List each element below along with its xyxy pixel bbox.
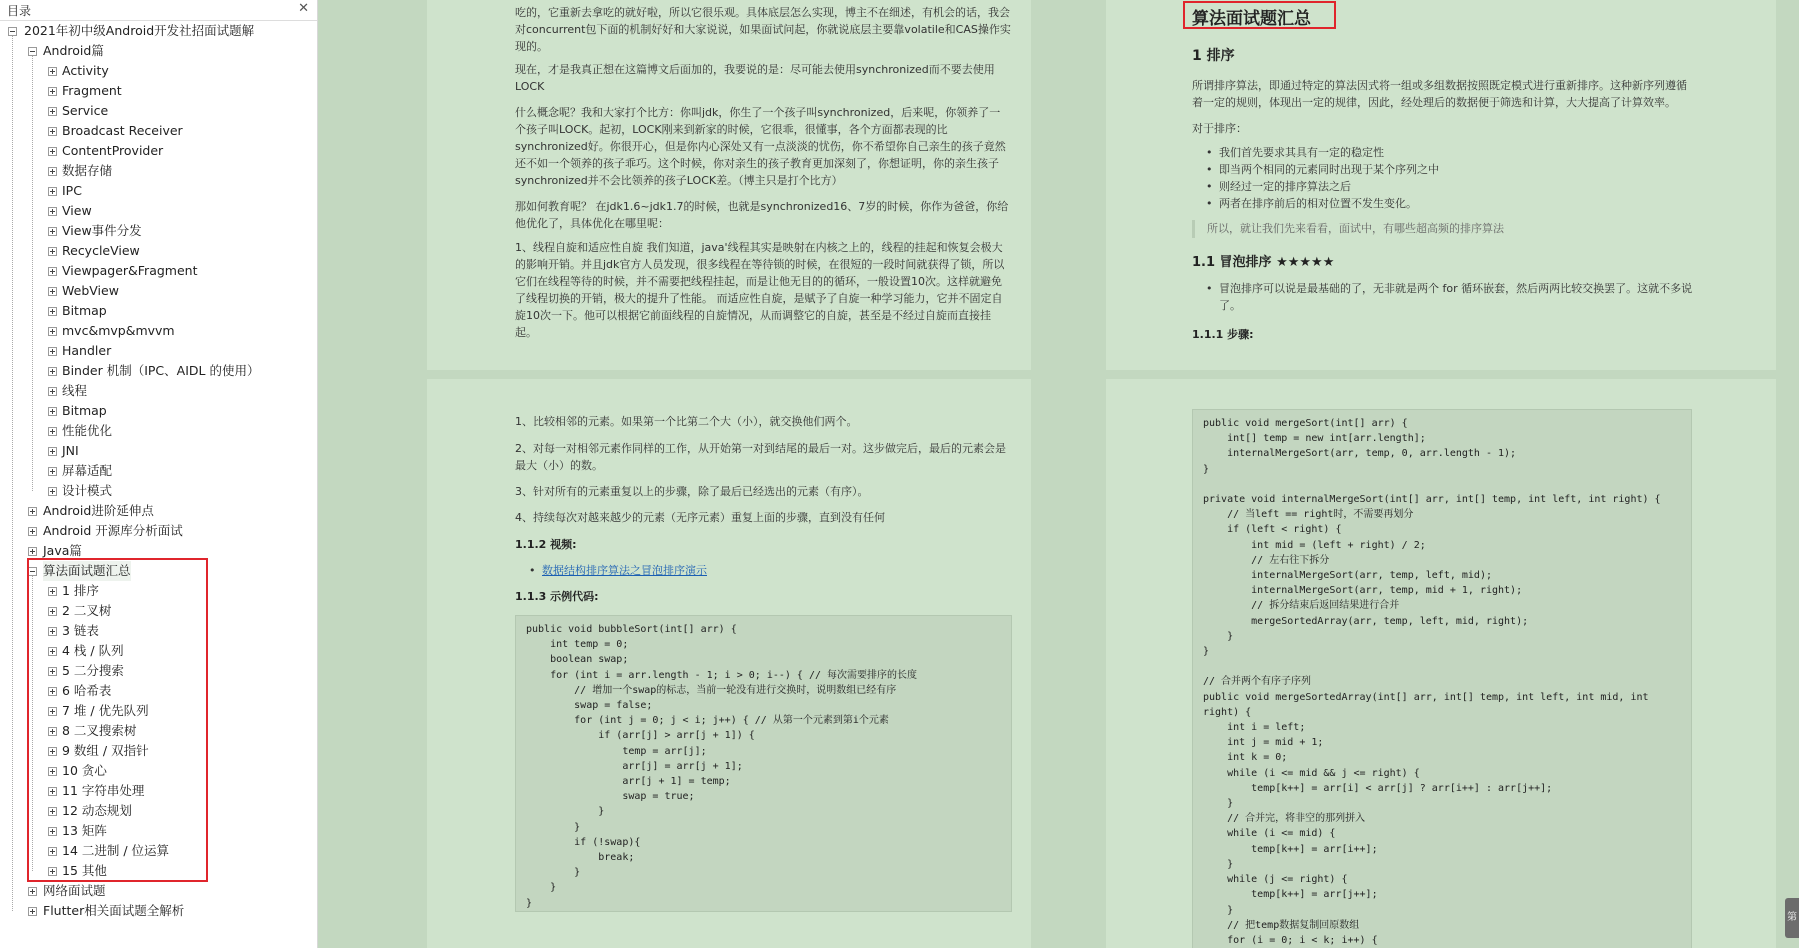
toc-title: 目录 [7, 4, 32, 18]
toc-item-label: 6 哈希表 [62, 683, 112, 698]
expand-icon[interactable] [48, 367, 57, 376]
toc-item[interactable] [0, 261, 316, 281]
expand-icon[interactable] [48, 327, 57, 336]
expand-icon[interactable] [48, 187, 57, 196]
title-highlight-box [1183, 1, 1336, 29]
paragraph: 对于排序： [1192, 122, 1247, 135]
tree-connector [12, 36, 13, 911]
toc-item[interactable] [0, 101, 316, 121]
page-2 [1106, 0, 1776, 370]
toc-item-label: Android 开源库分析面试 [43, 523, 183, 538]
toc-item[interactable] [0, 501, 316, 521]
toc-item-label: Android进阶延伸点 [43, 503, 154, 518]
toc-item[interactable] [0, 881, 316, 901]
toc-item[interactable] [0, 361, 316, 381]
toc-item[interactable] [0, 81, 316, 101]
paragraph: 吃的，它重新去拿吃的就好啦，所以它很乐观。具体底层怎么实现，博主不在细述，有机会的话，我会对concurrent包下面的机制好好和大家说说，如果面试问起，你就说底层主要靠volatile和CAS操作实现的。 [515, 6, 1011, 53]
list-item: • 冒泡排序可以说是最基础的了，无非就是两个 for 循环嵌套，然后两两比较交换罢了。这就不多说了。 [1219, 280, 1699, 314]
toc-item-label: mvc&mvp&mvvm [62, 323, 175, 338]
page-4 [1106, 379, 1776, 948]
sub-heading: 1.1.2 视频: [515, 538, 577, 551]
close-icon[interactable]: ✕ [298, 1, 309, 16]
toc-item-label: View [62, 203, 92, 218]
expand-icon[interactable] [28, 507, 37, 516]
page-title: 算法面试题汇总 [1192, 9, 1311, 29]
toc-item-label: 3 链表 [62, 623, 99, 638]
expand-icon[interactable] [48, 387, 57, 396]
paragraph: 什么概念呢？我和大家打个比方：你叫jdk，你生了一个孩子叫synchronized，后来呢，你领养了一个孩子叫LOCK。起初，LOCK刚来到新家的时候，它很乖，很懂事，各个方面都表现的比synchronized好。你很开心，但是你内心深处又有一点淡淡的忧伤，你不希望你自己亲生的孩子竟然还不如一个领养的孩子乖巧。这个时候，你对亲生的孩子教育更加深刻了，你想证明，你的亲生孩子synchronized并不会比领养的孩子LOCK差。（博主只是打个比方） [515, 106, 1006, 187]
toc-item[interactable] [0, 301, 316, 321]
expand-icon[interactable] [48, 427, 57, 436]
toc-item[interactable] [0, 901, 316, 921]
toc-item-label: 2021年初中级Android开发社招面试题解 [24, 23, 255, 38]
toc-item-label: Flutter相关面试题全解析 [43, 903, 185, 918]
toc-item[interactable] [0, 381, 316, 401]
highlight-box [27, 558, 208, 882]
paragraph: 1、比较相邻的元素。如果第一个比第二个大（小），就交换他们两个。 [515, 415, 858, 428]
list-item [542, 562, 707, 579]
toc-item[interactable] [0, 181, 316, 201]
toc-item-label: 数据存储 [62, 163, 113, 178]
toc-item[interactable] [0, 241, 316, 261]
toc-item-label: 9 数组 / 双指针 [62, 743, 149, 758]
toc-item[interactable] [0, 141, 316, 161]
toc-item-label: Binder 机制（IPC、AIDL 的使用） [62, 363, 260, 378]
toc-header [0, 0, 317, 21]
expand-icon[interactable] [48, 287, 57, 296]
expand-icon[interactable] [48, 107, 57, 116]
toc-item[interactable] [0, 41, 316, 61]
paragraph: 3、针对所有的元素重复以上的步骤，除了最后已经选出的元素（有序）。 [515, 485, 869, 498]
sub-heading: 1.1.3 示例代码: [515, 590, 599, 603]
toc-item-label: 14 二进制 / 位运算 [62, 843, 170, 858]
code-block [515, 615, 1012, 912]
expand-icon[interactable] [48, 447, 57, 456]
toc-item[interactable] [0, 201, 316, 221]
tree-connector [32, 56, 33, 491]
expand-icon[interactable] [48, 487, 57, 496]
paragraph: 2、对每一对相邻元素作同样的工作，从开始第一对到结尾的最后一对。这步做完后，最后的元素会是最大（小）的数。 [515, 442, 1006, 472]
quote-text: 所以，就让我们先来看看，面试中，有哪些超高频的排序算法 [1207, 222, 1504, 235]
toc-item-label: 7 堆 / 优先队列 [62, 703, 149, 718]
collapse-icon[interactable] [28, 47, 37, 56]
expand-icon[interactable] [48, 167, 57, 176]
paragraph: 4、持续每次对越来越少的元素（无序元素）重复上面的步骤，直到没有任何 [515, 511, 885, 524]
toc-item[interactable] [0, 401, 316, 421]
toc-sidebar [0, 0, 318, 948]
toc-item-label: Java篇 [43, 543, 82, 558]
expand-icon[interactable] [28, 547, 37, 556]
toc-item-label: 屏幕适配 [62, 463, 113, 478]
blockquote [1192, 220, 1695, 238]
toc-item-label: Broadcast Receiver [62, 123, 183, 138]
toc-item-label: ContentProvider [62, 143, 164, 158]
page-1 [427, 0, 1031, 370]
toc-item-label: 10 贪心 [62, 763, 107, 778]
expand-icon[interactable] [48, 227, 57, 236]
toc-item-label: 15 其他 [62, 863, 107, 878]
expand-icon[interactable] [48, 127, 57, 136]
toc-item-label: 11 字符串处理 [62, 783, 145, 798]
expand-icon[interactable] [48, 147, 57, 156]
toc-item-label: Viewpager&Fragment [62, 263, 198, 278]
list-item: • 则经过一定的排序算法之后 [1219, 178, 1351, 195]
toc-item[interactable] [0, 161, 316, 181]
toc-item-label: Fragment [62, 83, 122, 98]
expand-icon[interactable] [28, 887, 37, 896]
toc-item-label: 网络面试题 [43, 883, 106, 898]
toc-item-label: 线程 [62, 383, 88, 398]
expand-icon[interactable] [48, 307, 57, 316]
toc-item-label: 13 矩阵 [62, 823, 107, 838]
toc-item[interactable] [0, 441, 316, 461]
video-link[interactable]: 数据结构排序算法之冒泡排序演示 [542, 564, 707, 577]
side-tab[interactable]: 第 [1785, 898, 1799, 938]
code-text: public void mergeSort(int[] arr) { int[] temp = new int[arr.length]; internalMergeSort(arr, temp, 0, arr.length - 1); } private void internalMergeSort(int[] arr, int[] temp, int left, int right) { // 当left == right时，不需要再划分 if (left < right) { int mid = (left + right) / 2; // 左右往下拆分 internalMergeSort(arr, temp, left, mid); internalMergeSort(arr, temp, mid + 1, right); // 拆分结束后返回结果进行合并 mergeSortedArray(arr, temp, left, mid, right); } } // 合并两个有序子序列 public void mergeSortedArray(int[] arr, int[] temp, int left, int mid, int right) { int i = left; int j = mid + 1; int k = 0; while (i <= mid && j <= right) { temp[k++] = arr[i] < arr[j] ? arr[i++] : arr[j++]; } // 合并完，将非空的那列拼入 while (i <= mid) { temp[k++] = arr[i++]; } while (j <= right) { temp[k++] = arr[j++]; } // 把temp数据复制回原数组 for (i = 0; i < k; i++) { [1203, 418, 1661, 946]
toc-item[interactable] [0, 321, 316, 341]
toc-item[interactable] [0, 521, 316, 541]
toc-item[interactable] [0, 481, 316, 501]
code-text: public void bubbleSort(int[] arr) { int temp = 0; boolean swap; for (int i = arr.length - 1; i > 0; i--) { // 每次需要排序的长度 // 增加一个swap的标志，当前一轮没有进行交换时，说明数组已经有序 swap = false; for (int j = 0; j < i; j++) { // 从第一个元素到第i个元素 if (arr[j] > arr[j + 1]) { temp = arr[j]; arr[j] = arr[j + 1]; arr[j + 1] = temp; swap = true; } } if (!swap){ break; } } } [526, 624, 918, 909]
toc-item[interactable] [0, 281, 316, 301]
section-heading: 1 排序 [1192, 48, 1235, 64]
list-item: • 即当两个相同的元素同时出现于某个序列之中 [1219, 161, 1439, 178]
toc-item-label: Handler [62, 343, 112, 358]
toc-item-label: 4 栈 / 队列 [62, 643, 124, 658]
expand-icon[interactable] [48, 207, 57, 216]
toc-item[interactable] [0, 461, 316, 481]
toc-item-label: WebView [62, 283, 119, 298]
toc-item-label: IPC [62, 183, 82, 198]
toc-item-label: 2 二叉树 [62, 603, 112, 618]
section-heading: 1.1 冒泡排序 ★★★★★ [1192, 255, 1335, 270]
toc-item[interactable] [0, 421, 316, 441]
list-item: • 两者在排序前后的相对位置不发生变化。 [1219, 195, 1417, 212]
toc-item-label: Android篇 [43, 43, 104, 58]
code-block [1192, 409, 1692, 948]
expand-icon[interactable] [28, 907, 37, 916]
toc-item-label: RecycleView [62, 243, 140, 258]
toc-item-label: View事件分发 [62, 223, 142, 238]
collapse-icon[interactable] [8, 27, 17, 36]
toc-item[interactable] [0, 61, 316, 81]
expand-icon[interactable] [48, 267, 57, 276]
toc-item-label: 5 二分搜索 [62, 663, 124, 678]
expand-icon[interactable] [48, 407, 57, 416]
expand-icon[interactable] [28, 527, 37, 536]
expand-icon[interactable] [48, 87, 57, 96]
expand-icon[interactable] [48, 347, 57, 356]
toc-item-label: Activity [62, 63, 109, 78]
toc-item-label: 算法面试题汇总 [43, 561, 131, 581]
toc-item-label: 8 二叉搜索树 [62, 723, 137, 738]
toc-item-label: 12 动态规划 [62, 803, 132, 818]
toc-item-label: JNI [62, 443, 79, 458]
toc-item-label: Service [62, 103, 109, 118]
toc-item-label: 性能优化 [62, 423, 113, 438]
page-3 [427, 379, 1031, 948]
toc-item[interactable] [0, 221, 316, 241]
toc-item-label: Bitmap [62, 303, 107, 318]
toc-item-label: 设计模式 [62, 483, 113, 498]
paragraph: 1、线程自旋和适应性自旋 我们知道，java'线程其实是映射在内核之上的，线程的挂起和恢复会极大的影响开销。并且jdk官方人员发现，很多线程在等待锁的时候，在很短的一段时间就获得了锁，所以它们在线程等待的时候，并不需要把线程挂起，而是让他无目的的循环，一般设置10次。这样就避免了线程切换的开销，极大的提升了性能。 而适应性自旋，是赋予了自旋一种学习能力，它并不固定自旋10次一下。他可以根据它前面线程的自旋情况，从而调整它的自旋，甚至是不经过自旋而直接挂起。 [515, 241, 1005, 339]
paragraph: 那如何教育呢？ 在jdk1.6~jdk1.7的时候，也就是synchronized16、7岁的时候，你作为爸爸，你给他优化了，具体优化在哪里呢： [515, 200, 1009, 230]
toc-item-label: Bitmap [62, 403, 107, 418]
sub-heading: 1.1.1 步骤: [1192, 328, 1254, 341]
expand-icon[interactable] [48, 247, 57, 256]
toc-item[interactable] [0, 121, 316, 141]
expand-icon[interactable] [48, 467, 57, 476]
list-item: • 我们首先要求其具有一定的稳定性 [1219, 144, 1384, 161]
toc-item[interactable] [0, 21, 316, 41]
toc-item[interactable] [0, 341, 316, 361]
expand-icon[interactable] [48, 67, 57, 76]
paragraph: 所谓排序算法，即通过特定的算法因式将一组或多组数据按照既定模式进行重新排序。这种新序列遵循着一定的规则，体现出一定的规律，因此，经处理后的数据便于筛选和计算，大大提高了计算效率。 [1192, 79, 1687, 109]
toc-item-label: 1 排序 [62, 583, 99, 598]
paragraph: 现在，才是我真正想在这篇博文后面加的，我要说的是：尽可能去使用synchronized而不要去使用LOCK [515, 63, 995, 93]
